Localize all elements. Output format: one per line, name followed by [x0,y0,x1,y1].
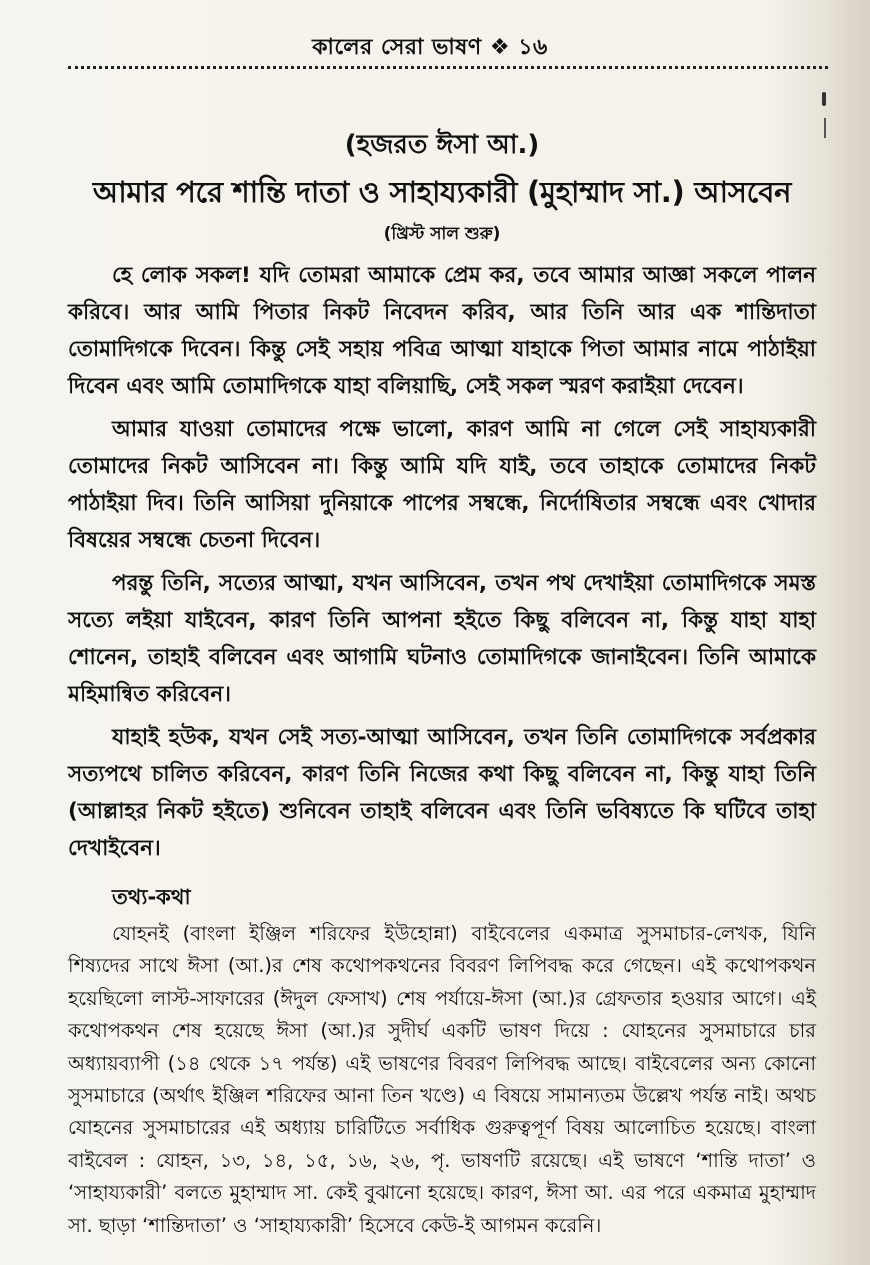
speech-paragraph: আমার যাওয়া তোমাদের পক্ষে ভালো, কারণ আমি না গেলে সেই সাহায্যকারী তোমাদের নিকট আসিবেন না। কিন্তু আমি যদি যাই, তবে তাহাকে তোমাদের নিকট পাঠাইয়া দিব। তিনি আসিয়া দুনিয়াকে পাপের সম্বন্ধে, নির্দোষিতার সম্বন্ধে এবং খোদার বিষয়ের সম্বন্ধে চেতনা দিবেন। [68,417,816,553]
speech-paragraph: হে লোক সকল! যদি তোমরা আমাকে প্রেম কর, তবে আমার আজ্ঞা সকলে পালন করিবে। আর আমি পিতার নিকট নিবেদন করিব, আর তিনি আর এক শান্তিদাতা তোমাদিগকে দিবেন। কিন্তু সেই সহায় পবিত্র আত্মা যাহাকে পিতা আমার নামে পাঠাইয়া দিবেন এবং আমি তোমাদিগকে যাহা বলিয়াছি, সেই সকল স্মরণ করাইয়া দেবেন। [68,263,816,399]
page-edge-mark [822,92,826,106]
page-content [68,118,816,1242]
page-edge-line [824,118,826,138]
speaker-attribution: (হজরত ঈসা আ.) [344,130,540,160]
info-note-text: যোহনই (বাংলা ইঞ্জিল শরিফের ইউহোন্না) বাইবেলের একমাত্র সুসমাচার-লেখক, যিনি শিষ্যদের সাথে ঈসা (আ.)র শেষ কথোপকথনের বিবরণ লিপিবদ্ধ করে গেছেন। এই কথোপকথন হয়েছিলো লাস্ট-সাফারের (ঈদুল ফেসাখ) শেষ পর্যায়ে-ঈসা (আ.)র গ্রেফতার হওয়ার আগে। এই কথোপকথন শেষ হয়েছে ঈসা (আ.)র সুদীর্ঘ একটি ভাষণ দিয়ে : যোহনের সুসমাচারে চার অধ্যায়ব্যাপী (১৪ থেকে ১৭ পর্যন্ত) এই ভাষণের বিবরণ লিপিবদ্ধ আছে। বাইবেলের অন্য কোনো সুসমাচারে (অর্থাৎ ইঞ্জিল শরিফের আনা তিন খণ্ডে) এ বিষয়ে সামান্যতম উল্লেখ পর্যন্ত নাই। অথচ যোহনের সুসমাচারের এই অধ্যায় চারিটিতে সর্বাধিক গুরুত্বপূর্ণ বিষয় আলোচিত হয়েছে। বাংলা বাইবেল : যোহন, ১৩, ১৪, ১৫, ১৬, ২৬, পৃ. ভাষণটি রয়েছে। এই ভাষণে ‘শান্তি দাতা’ ও ‘সাহায্যকারী’ বলতে মুহাম্মাদ সা. কেই বুঝানো হয়েছে। কারণ, ঈসা আ. এর পরে একমাত্র মুহাম্মাদ সা. ছাড়া ‘শান্তিদাতা’ ও ‘সাহায্যকারী’ হিসেবে কেউ-ই আগমন করেনি। [68,922,816,1237]
speech-paragraph: যাহাই হউক, যখন সেই সত্য-আত্মা আসিবেন, তখন তিনি তোমাদিগকে সর্বপ্রকার সত্যপথে চালিত করিবেন, কারণ তিনি নিজের কথা কিছু বলিবেন না, কিন্তু যাহা তিনি (আল্লাহর নিকট হইতে) শুনিবেন তাহাই বলিবেন এবং তিনি ভবিষ্যতে কি ঘটিবে তাহা দেখাইবেন। [68,725,816,861]
info-note-heading: তথ্য-কথা [112,885,191,909]
header-dotted-rule [68,66,828,69]
running-header: কালের সেরা ভাষণ ❖ ১৬ [312,35,548,60]
speech-paragraph: পরন্তু তিনি, সত্যের আত্মা, যখন আসিবেন, তখন পথ দেখাইয়া তোমাদিগকে সমস্ত সত্যে লইয়া যাইবেন, কারণ তিনি আপনা হইতে কিছু বলিবেন না, কিন্তু যাহা যাহা শোনেন, তাহাই বলিবেন এবং আগামি ঘটনাও তোমাদিগকে জানাইবেন। তিনি আমাকে মহিমান্বিত করিবেন। [68,571,816,707]
speech-title: আমার পরে শান্তি দাতা ও সাহায্যকারী (মুহাম্মাদ সা.) আসবেন [92,175,792,209]
era-note: (খ্রিস্ট সাল শুরু) [383,224,501,244]
